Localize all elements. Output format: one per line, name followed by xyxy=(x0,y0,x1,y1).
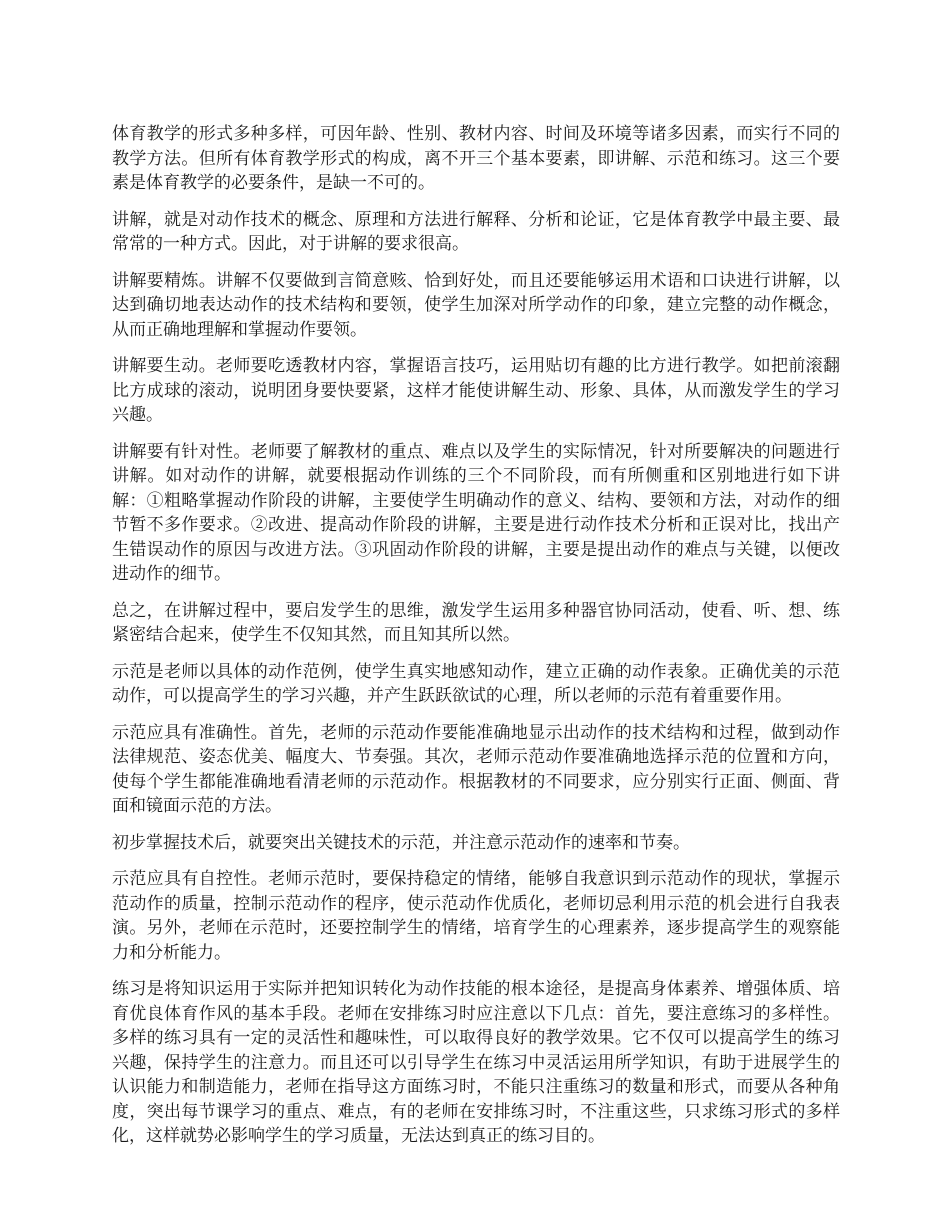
paragraph-demonstration-accuracy: 示范应具有准确性。首先，老师的示范动作要能准确地显示出动作的技术结构和过程，做到动作法律规范、姿态优美、幅度大、节奏强。其次，老师示范动作要准确地选择示范的位置和方向，使每个学生都能准确地看清老师的示范动作。根据教材的不同要求，应分别实行正面、侧面、背面和镜面示范的方法。 xyxy=(112,722,840,816)
paragraph-demonstration-definition: 示范是老师以具体的动作范例，使学生真实地感知动作，建立正确的动作表象。正确优美的示范动作，可以提高学生的学习兴趣，并产生跃跃欲试的心理，所以老师的示范有着重要作用。 xyxy=(112,661,840,706)
paragraph-explanation-definition: 讲解，就是对动作技术的概念、原理和方法进行解释、分析和论证，它是体育教学中最主要、最常常的一种方式。因此，对于讲解的要求很高。 xyxy=(112,209,840,254)
paragraph-explanation-vivid: 讲解要生动。老师要吃透教材内容，掌握语言技巧，运用贴切有趣的比方进行教学。如把前滚翻比方成球的滚动，说明团身要快要紧，这样才能使讲解生动、形象、具体，从而激发学生的学习兴趣。 xyxy=(112,356,840,425)
paragraph-explanation-concise: 讲解要精炼。讲解不仅要做到言简意赅、恰到好处，而且还要能够运用术语和口诀进行讲解，以达到确切地表达动作的技术结构和要领，使学生加深对所学动作的印象，建立完整的动作概念，从而正确地理解和掌握动作要领。 xyxy=(112,270,840,340)
paragraph-practice: 练习是将知识运用于实际并把知识转化为动作技能的根本途径，是提高身体素养、增强体质、培育优良体育作风的基本手段。老师在安排练习时应注意以下几点：首先，要注意练习的多样性。多样的练习具有一定的灵活性和趣味性，可以取得良好的教学效果。它不仅可以提高学生的练习兴趣，保持学生的注意力。而且还可以引导学生在练习中灵活运用所学知识，有助于进展学生的认识能力和制造能力，老师在指导这方面练习时，不能只注重练习的数量和形式，而要从各种角度，突出每节课学习的重点、难点，有的老师在安排练习时，不注重这些，只求练习形式的多样化，这样就势必影响学生的学习质量，无法达到真正的练习目的。 xyxy=(112,979,840,1146)
paragraph-explanation-targeted: 讲解要有针对性。老师要了解教材的重点、难点以及学生的实际情况，针对所要解决的问题进行讲解。如对动作的讲解，就要根据动作训练的三个不同阶段，而有所侧重和区别地进行如下讲解：①粗略掌握动作阶段的讲解，主要使学生明确动作的意义、结构、要领和方法，对动作的细节暂不多作要求。②改进、提高动作阶段的讲解，主要是进行动作技术分析和正误对比，找出产生错误动作的原因与改进方法。③巩固动作阶段的讲解，主要是提出动作的难点与关键，以便改进动作的细节。 xyxy=(112,441,840,584)
paragraph-intro: 体育教学的形式多种多样，可因年龄、性别、教材内容、时间及环境等诸多因素，而实行不同的教学方法。但所有体育教学形式的构成，离不开三个基本要素，即讲解、示范和练习。这三个要素是体育教学的必要条件，是缺一不可的。 xyxy=(112,124,840,193)
document-body xyxy=(112,122,840,1161)
paragraph-demonstration-self-control: 示范应具有自控性。老师示范时，要保持稳定的情绪，能够自我意识到示范动作的现状，掌握示范动作的质量，控制示范动作的程序，使示范动作优质化，老师切忌利用示范的机会进行自我表演。另外，老师在示范时，还要控制学生的情绪，培育学生的心理素养，逐步提高学生的观察能力和分析能力。 xyxy=(112,869,840,963)
paragraph-demonstration-key-technique: 初步掌握技术后，就要突出关键技术的示范，并注意示范动作的速率和节奏。 xyxy=(112,832,690,853)
paragraph-explanation-summary: 总之，在讲解过程中，要启发学生的思维，激发学生运用多种器官协同活动，使看、听、想、练紧密结合起来，使学生不仅知其然，而且知其所以然。 xyxy=(112,600,840,645)
